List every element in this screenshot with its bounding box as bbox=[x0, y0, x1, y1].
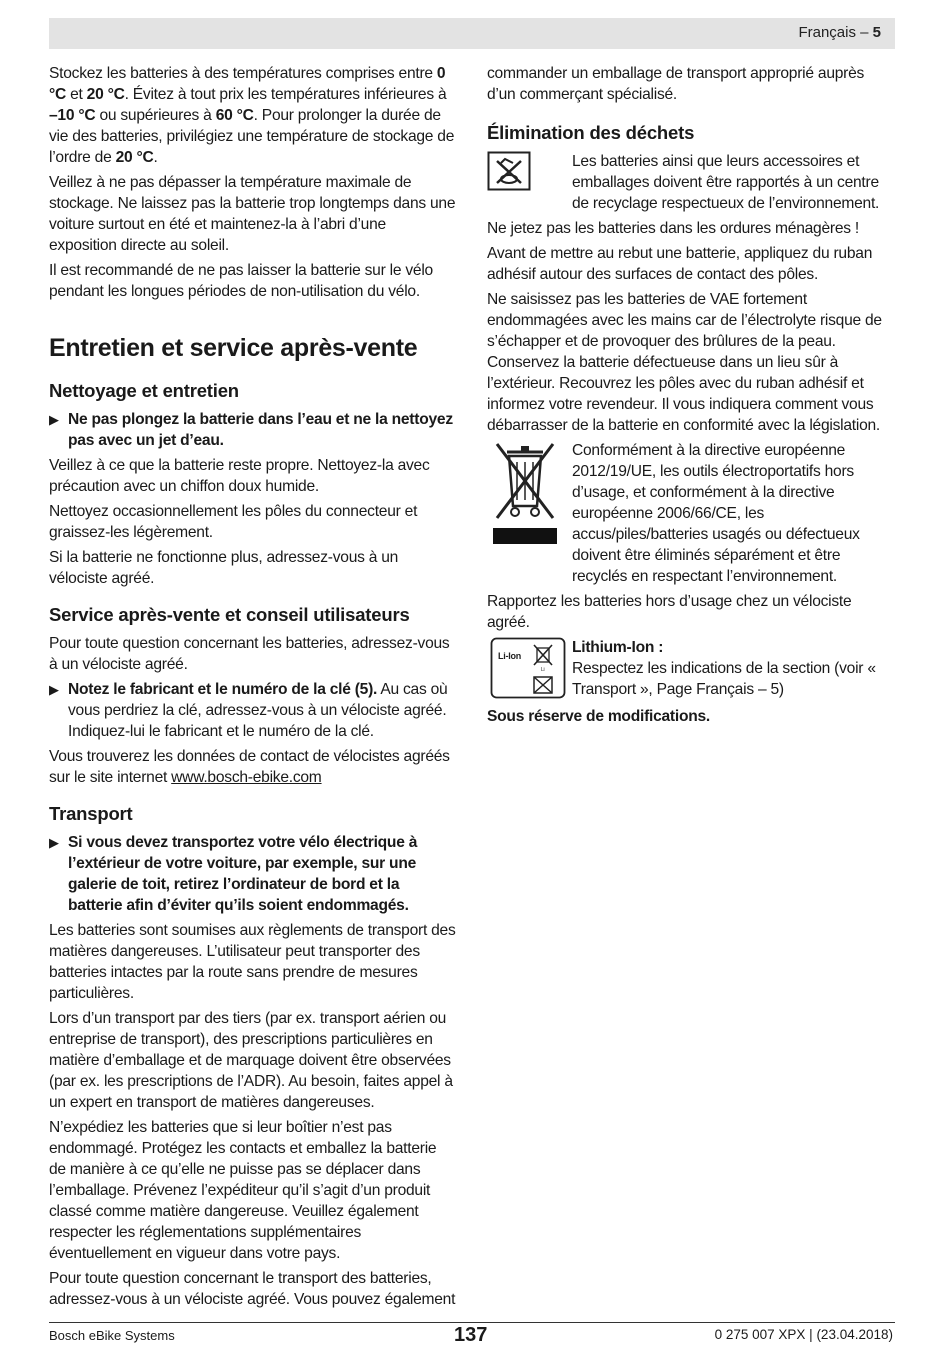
disposal-paragraph-1: Ne jetez pas les batteries dans les ordures ménagères ! bbox=[487, 220, 859, 237]
lithium-ion-text: Respectez les indications de la section (voir « Transport », Page Français – 5) bbox=[572, 660, 876, 698]
no-waste-bin-icon bbox=[487, 151, 531, 197]
page-footer bbox=[49, 1322, 895, 1353]
weee-directive-text: Conformément à la directive européenne 2012/19/UE, les outils électroportatifs hors d’usage, et conformément à la directive européenne 2006/66/CE, les accus/piles/batteries usagés ou défectueux doivent être éliminés séparément et être recyclés en respectant l’environnement. bbox=[572, 442, 860, 585]
bullet-bold-text: Notez le fabricant et le numéro de la clé (5). bbox=[68, 681, 378, 698]
subsection-title-cleaning: Nettoyage et entretien bbox=[49, 380, 239, 401]
li-icon-small-label: Li bbox=[541, 667, 545, 673]
bosch-ebike-link[interactable]: www.bosch-ebike.com bbox=[171, 769, 322, 786]
weee-directive-notice bbox=[487, 440, 893, 587]
reserve-notice: Sous réserve de modifications. bbox=[487, 708, 711, 725]
text-run: ou supérieures à bbox=[95, 107, 216, 124]
footer-doc-id: 0 275 007 XPX | (23.04.2018) bbox=[714, 1327, 893, 1342]
lithium-ion-text-block bbox=[572, 637, 893, 700]
bullet-text: Au cas où vous perdriez la clé, adressez-vous à un vélociste agréé. Indiquez-lui le fabricant et le numéro de la clé. bbox=[68, 681, 448, 740]
bullet-text: Ne pas plongez la batterie dans l’eau et ne la nettoyez pas avec un jet d’eau. bbox=[68, 411, 453, 449]
text-run: et bbox=[66, 86, 87, 103]
recycling-text: Les batteries ainsi que leurs accessoires et emballages doivent être rapportés à un centre de recyclage respectueux de l’environnement. bbox=[572, 153, 880, 212]
bullet-text: Si vous devez transportez votre vélo électrique à l’extérieur de votre voiture, par exemple, sur une galerie de toit, retirez l’ordinateur de bord et la batterie afin d’éviter qu’ils soient endommagés. bbox=[68, 834, 418, 914]
cleaning-paragraph-2: Nettoyez occasionnellement les pôles du connecteur et graissez-les légèrement. bbox=[49, 503, 418, 541]
text-run: . Pour prolonger la durée de vie des batteries, privilégiez une température de stockage de l’ordre de bbox=[49, 107, 455, 166]
temp-value: –10 °C bbox=[49, 107, 96, 124]
max-temperature-paragraph: Veillez à ne pas dépasser la température maximale de stockage. Ne laissez pas la batterie trop longtemps dans une voiture surtout en été et maintenez-la à l’abri d’une exposition directe au soleil. bbox=[49, 174, 456, 254]
service-paragraph-1: Pour toute question concernant les batteries, adressez-vous à un vélociste agréé. bbox=[49, 635, 450, 673]
header-language: Français – bbox=[798, 24, 869, 41]
transport-paragraph-2: Lors d’un transport par des tiers (par ex. transport aérien ou entreprise de transport), des prescriptions particulières en matière d’emballage et de marquage doivent être observées (par ex. les prescriptions de l’ADR). Au besoin, faites appel à un expert en transport de matières dangereuses. bbox=[49, 1010, 453, 1111]
temp-value: 0 °C bbox=[49, 65, 446, 103]
lithium-ion-notice bbox=[487, 637, 893, 700]
transport-warning-bullet bbox=[49, 832, 457, 916]
right-column bbox=[487, 63, 893, 731]
cleaning-paragraph-3: Si la batterie ne fonctionne plus, adressez-vous à un vélociste agréé. bbox=[49, 549, 399, 587]
disposal-paragraph-3: Ne saisissez pas les batteries de VAE fortement endommagées avec les mains car de l’électrolyte risque de s’échapper et de provoquer des brûlures de la peau. Conservez la batterie défectueuse dans un lieu sûr à l’extérieur. Recouvrez les pôles avec du ruban adhésif et informez votre revendeur. Il vous indiquera comment vous débarrasser de la batterie en conformité avec la législation. bbox=[487, 291, 882, 434]
disposal-paragraph-4: Rapportez les batteries hors d’usage chez un vélociste agréé. bbox=[487, 593, 852, 631]
section-title-maintenance: Entretien et service après-vente bbox=[49, 334, 418, 362]
footer-page-number: 137 bbox=[454, 1324, 488, 1346]
lithium-ion-title: Lithium-Ion : bbox=[572, 639, 664, 656]
transport-paragraph-4: Pour toute question concernant le transport des batteries, adressez-vous à un vélociste agréé. Vous pouvez également bbox=[49, 1270, 456, 1308]
page-header bbox=[49, 18, 895, 49]
temp-value: 20 °C bbox=[115, 149, 154, 166]
transport-paragraph-3: N’expédiez les batteries que si leur boîtier n’est pas endommagé. Protégez les contacts et emballez la batterie de manière à ce qu’elle ne puisse pas se déplacer dans l’emballage. Prévenez l’expéditeur qu’il s’agit d’un produit classé comme matière dangereuse. Veuillez également respecter les réglementations supplémentaires éventuellement en vigueur dans votre pays. bbox=[49, 1119, 437, 1262]
text-run: . Évitez à tout prix les températures inférieures à bbox=[124, 86, 447, 103]
bike-storage-paragraph: Il est recommandé de ne pas laisser la batterie sur le vélo pendant les longues périodes de non-utilisation du vélo. bbox=[49, 262, 433, 300]
header-page-number: 5 bbox=[872, 24, 881, 41]
bullet-triangle-icon: ▶ bbox=[49, 412, 59, 427]
crossed-wheelie-bin-icon bbox=[493, 440, 557, 556]
footer-company: Bosch eBike Systems bbox=[49, 1328, 175, 1343]
continued-paragraph: commander un emballage de transport approprié auprès d’un commerçant spécialisé. bbox=[487, 65, 865, 103]
subsection-title-disposal: Élimination des déchets bbox=[487, 122, 695, 143]
disposal-paragraph-2: Avant de mettre au rebut une batterie, appliquez du ruban adhésif autour des surfaces de contact des pôles. bbox=[487, 245, 873, 283]
transport-paragraph-1: Les batteries sont soumises aux règlements de transport des matières dangereuses. L’utilisateur peut transporter des batteries intactes par la route sans prendre de mesures particulières. bbox=[49, 922, 456, 1002]
cleaning-paragraph-1: Veillez à ce que la batterie reste propre. Nettoyez-la avec précaution avec un chiffon doux humide. bbox=[49, 457, 430, 495]
temp-value: 20 °C bbox=[86, 86, 125, 103]
temp-value: 60 °C bbox=[215, 107, 254, 124]
key-number-bullet bbox=[49, 679, 457, 742]
bullet-triangle-icon: ▶ bbox=[49, 682, 59, 697]
li-ion-icon-label: Li-Ion bbox=[498, 651, 521, 661]
service-paragraph-2 bbox=[49, 746, 457, 788]
li-ion-battery-icon bbox=[490, 637, 566, 705]
recycling-notice bbox=[487, 151, 893, 214]
cleaning-warning-bullet bbox=[49, 409, 457, 451]
left-column bbox=[49, 63, 457, 1314]
subsection-title-transport: Transport bbox=[49, 803, 133, 824]
subsection-title-service: Service après-vente et conseil utilisateurs bbox=[49, 604, 410, 625]
text-run: Vous trouverez les données de contact de vélocistes agréés sur le site internet bbox=[49, 748, 450, 786]
header-section-label bbox=[798, 24, 881, 41]
text-run: . bbox=[153, 149, 158, 166]
storage-temperature-paragraph bbox=[49, 63, 457, 168]
text-run: Stockez les batteries à des températures comprises entre bbox=[49, 65, 437, 82]
bullet-triangle-icon: ▶ bbox=[49, 835, 59, 850]
